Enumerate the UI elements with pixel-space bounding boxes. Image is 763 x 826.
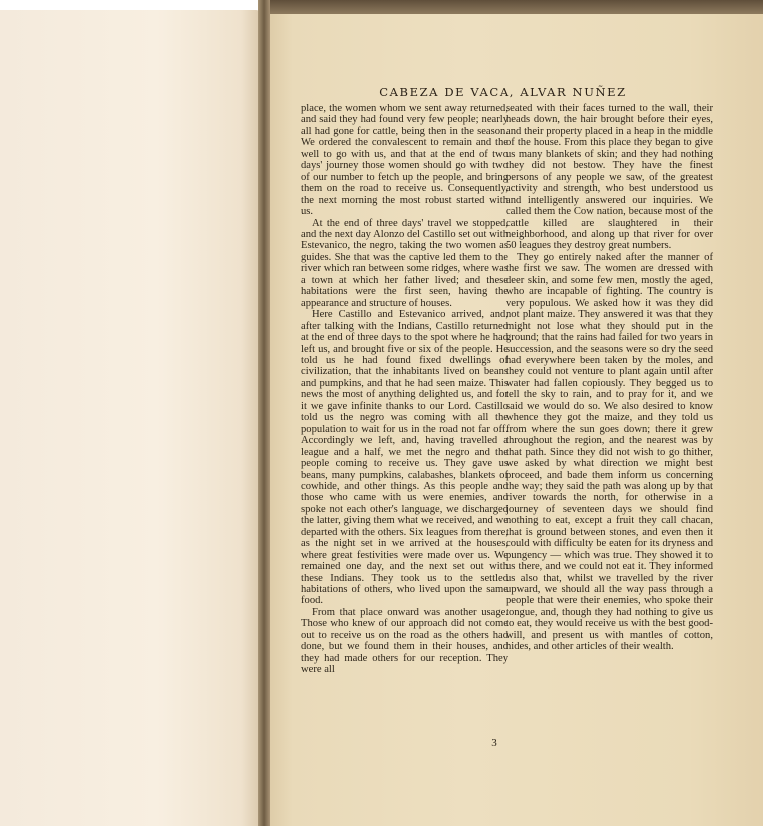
paragraph: At the end of three days' travel we stopped, and the next day Alonzo del Castillo set out with Estevanico, the negro, taking the two women as guides. She that was the captive led them to the river which ran between some ridges, where was a town at which her father lived; and these habitations were the first seen, having the appearance and structure of houses. <box>301 217 508 309</box>
paragraph: place, the women whom we sent away returned, and said they had found very few people; nearly all had gone for cattle, being then in the season. We ordered the convalescent to remain and the well to go with us, and that at the end of two days' journey those women should go with two of our number to fetch up the people, and bring them on the road to receive us. Consequently, the next morning the most robust started with us. <box>301 103 508 218</box>
paragraph: seated with their faces turned to the wall, their heads down, the hair brought before their eyes, and their property placed in a heap in the middle of the house. From this place they began to give us many blankets of skin; and they had nothing they did not bestow. They have the finest persons of any people we saw, of the greatest activity and strength, who best understood us and intelligently answered our inquiries. We called them the Cow nation, because most of the cattle killed are slaughtered in their neighborhood, and along up that river for over 50 leagues they destroy great numbers. <box>506 103 713 252</box>
paragraph: From that place onward was another usage. Those who knew of our approach did not come out to receive us on the road as the others had done, but we found them in their houses, and they had made others for our reception. They were all <box>301 606 508 676</box>
text-column-right <box>506 103 713 653</box>
book-spine-gutter <box>258 0 270 826</box>
facing-blank-page <box>0 10 262 826</box>
page-number: 3 <box>491 737 497 749</box>
book-cover-edge <box>262 0 763 14</box>
text-column-left <box>301 103 508 676</box>
paragraph: They go entirely naked after the manner of the first we saw. The women are dressed with deer skin, and some few men, mostly the aged, who are incapable of fighting. The country is very populous. We asked how it was they did not plant maize. They answered it was that they might not lose what they should put in the ground; that the rains had failed for two years in succession, and the seasons were so dry the seed had everywhere been taken by the moles, and they could not venture to plant again until after water had fallen copiously. They begged us to tell the sky to rain, and to pray for it, and we said we would do so. We also desired to know whence they got the maize, and they told us from where the sun goes down; there it grew throughout the region, and the nearest was by that path. Since they did not wish to go thither, we asked by what direction we might best proceed, and bade them inform us concerning the way; they said the path was along up by that river towards the north, for otherwise in a journey of seventeen days we should find nothing to eat, except a fruit they call chacan, that is ground between stones, and even then it could with difficulty be eaten for its dryness and pungency — which was true. They showed it to us there, and we could not eat it. They informed us also that, whilst we travelled by the river upward, we should all the way pass through a people that were their enemies, who spoke their tongue, and, though they had nothing to give us to eat, they would receive us with the best good-will, and present us with mantles of cotton, hides, and other articles of their wealth. <box>506 251 713 653</box>
running-head: CABEZA DE VACA, ALVAR NUÑEZ <box>379 85 627 99</box>
paragraph: Here Castillo and Estevanico arrived, and, after talking with the Indians, Castillo returned at the end of three days to the spot where he had left us, and brought five or six of the people. He told us he had found fixed dwellings of civilization, that the inhabitants lived on beans and pumpkins, and that he had seen maize. This news the most of anything delighted us, and for it we gave infinite thanks to our Lord. Castillo told us the negro was coming with all the population to wait for us in the road not far off. Accordingly we left, and, having travelled a league and a half, we met the negro and the people coming to receive us. They gave us beans, many pumpkins, calabashes, blankets of cowhide, and other things. As this people and those who came with us were enemies, and spoke not each other's language, we discharged the latter, giving them what we received, and we departed with the others. Six leagues from there, as the night set in we arrived at the houses, where great festivities were made over us. We remained one day, and the next set out with these Indians. They took us to the settled habitations of others, who lived upon the same food. <box>301 309 508 607</box>
